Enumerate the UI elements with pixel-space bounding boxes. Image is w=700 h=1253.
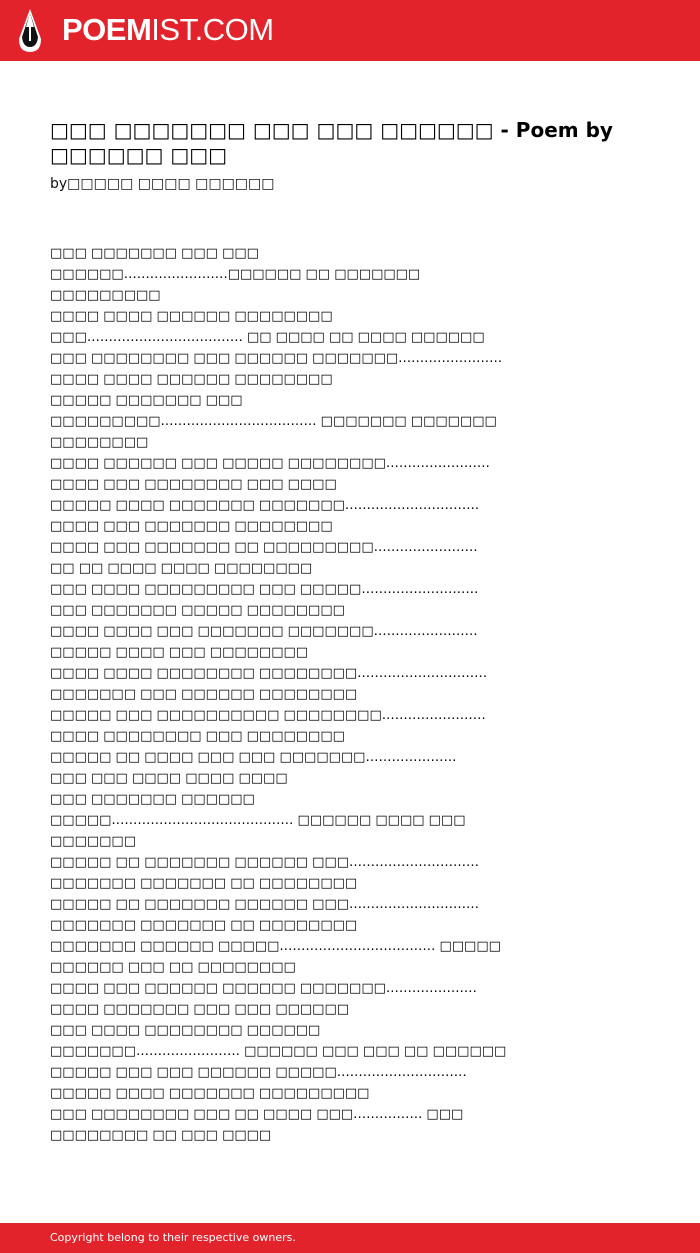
- poem-line: □□□□ □□□□ □□□ □□□□□□□ □□□□□□□……………………: [50, 624, 478, 639]
- poem-line: □□□□□ □□□ □□□ □□□□□□ □□□□□…………………………: [50, 1065, 467, 1080]
- poem-line: □□□□□ □□ □□□□□□□ □□□□□□ □□□…………………………: [50, 855, 480, 870]
- poem-line: □□□□□□□: [50, 834, 136, 849]
- poem-line: □□□□□□□ □□□ □□□□□□ □□□□□□□□: [50, 687, 358, 702]
- poem-line: □□□□ □□□□ □□□□□□ □□□□□□□□: [50, 372, 333, 387]
- poem-line: □□□□ □□□ □□□□□□□ □□□□□□□□: [50, 519, 333, 534]
- poem-line: □□□□ □□□□□□□ □□□ □□□ □□□□□□: [50, 1002, 350, 1017]
- site-header: [0, 0, 700, 61]
- poem-line: □□□ □□□□ □□□□□□□□□ □□□ □□□□□………………………: [50, 582, 479, 597]
- poem-line: □□□□□□□…………………… □□□□□□ □□□ □□□ □□ □□□□□□: [50, 1044, 507, 1059]
- poem-line: □□□ □□□ □□□□ □□□□ □□□□: [50, 771, 288, 786]
- poem-line: □□□□□□□□□: [50, 288, 161, 303]
- poem-line: □□□□□□□ □□□□□□ □□□□□……………………………… □□□□□: [50, 939, 501, 954]
- poem-line: □□□□□□……………………□□□□□□ □□ □□□□□□□: [50, 267, 421, 282]
- site-logo-link[interactable]: [62, 10, 274, 50]
- author-link[interactable]: □□□□□ □□□□ □□□□□□: [67, 176, 275, 192]
- poem-line: □□□□□ □□ □□□□ □□□ □□□ □□□□□□□…………………: [50, 750, 457, 765]
- poem-line: □□□□□ □□□ □□□□□□□□□□ □□□□□□□□……………………: [50, 708, 486, 723]
- poem-line: □□□□ □□□□ □□□□□□ □□□□□□□□: [50, 309, 333, 324]
- poem-line: □□□□□ □□□□□□□ □□□: [50, 393, 243, 408]
- poem-line: □□□□ □□□□□□ □□□ □□□□□ □□□□□□□□……………………: [50, 456, 490, 471]
- poem-body: [50, 243, 507, 1146]
- poem-line: □□□□□□□□□……………………………… □□□□□□□ □□□□□□□: [50, 414, 497, 429]
- poem-line: □□□□ □□□□ □□□□□□□□ □□□□□□□□…………………………: [50, 666, 488, 681]
- poem-line: □□□ □□□□□□□□ □□□ □□□□□□ □□□□□□□……………………: [50, 351, 503, 366]
- poem-line: □□□ □□□□ □□□□□□□□ □□□□□□: [50, 1023, 321, 1038]
- poem-line: □□□□□ □□□□ □□□□□□□ □□□□□□□□□: [50, 1086, 370, 1101]
- poem-line: □□□□□ □□ □□□□□□□ □□□□□□ □□□…………………………: [50, 897, 480, 912]
- poem-line: □□□□ □□□ □□□□□□□ □□ □□□□□□□□□……………………: [50, 540, 478, 555]
- brand-rest: IST.COM: [151, 12, 274, 47]
- poem-line: □□□□□□□□ □□ □□□ □□□□: [50, 1128, 272, 1143]
- brand-bold: POEM: [62, 12, 152, 47]
- poem-line: □□□□□□□□: [50, 435, 149, 450]
- poem-line: □□□□ □□□ □□□□□□□□ □□□ □□□□: [50, 477, 337, 492]
- poem-line: □□□□ □□□ □□□□□□ □□□□□□ □□□□□□□…………………: [50, 981, 477, 996]
- poem-line: □□□ □□□□□□□ □□□ □□□: [50, 246, 259, 261]
- poem-line: □□□ □□□□□□□□ □□□ □□ □□□□ □□□……………. □□□: [50, 1107, 464, 1122]
- poem-line: □□ □□ □□□□ □□□□ □□□□□□□□: [50, 561, 313, 576]
- poem-line: □□□□□ □□□□ □□□□□□□ □□□□□□□………………………….: [50, 498, 480, 513]
- poem-line: □□□□ □□□□□□□□ □□□ □□□□□□□□: [50, 729, 345, 744]
- poem-title: □□□ □□□□□□□ □□□ □□□ □□□□□□ - Poem by □□□□□□ □□□: [50, 118, 613, 167]
- poem-line: □□□□□…………………………………… □□□□□□ □□□□ □□□: [50, 813, 466, 828]
- pen-nib-icon[interactable]: [18, 9, 42, 52]
- byline-prefix: by: [50, 176, 68, 192]
- poem-line: □□□□□□□ □□□□□□□ □□ □□□□□□□□: [50, 918, 358, 933]
- byline: [50, 175, 275, 193]
- poem-line: □□□□□ □□□□ □□□ □□□□□□□□: [50, 645, 309, 660]
- poem-line: □□□ □□□□□□□ □□□□□□: [50, 792, 255, 807]
- site-footer: [0, 1223, 700, 1253]
- copyright-text: Copyright belong to their respective owners.: [50, 1231, 296, 1244]
- poem-line: □□□……………………………… □□ □□□□ □□ □□□□ □□□□□□: [50, 330, 485, 345]
- poem-line: □□□□□□ □□□ □□ □□□□□□□□: [50, 960, 296, 975]
- poem-line: □□□□□□□ □□□□□□□ □□ □□□□□□□□: [50, 876, 358, 891]
- poem-line: □□□ □□□□□□□ □□□□□ □□□□□□□□: [50, 603, 345, 618]
